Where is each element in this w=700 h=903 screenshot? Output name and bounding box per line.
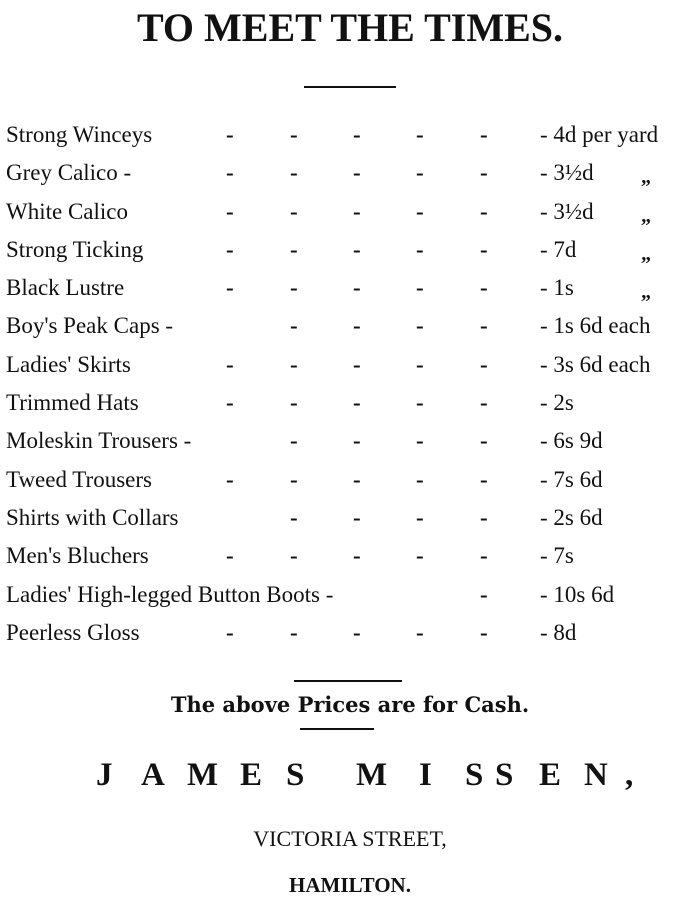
item-price: - 4d per yard: [540, 122, 659, 147]
leader-dash: -: [416, 275, 424, 301]
item-name: White Calico: [6, 198, 128, 224]
leader-dash: -: [480, 543, 488, 569]
leader-dash: -: [480, 466, 488, 492]
price-row: [0, 156, 700, 194]
leader-dash: -: [480, 351, 488, 377]
leader-dash: -: [226, 275, 234, 301]
leader-dash: -: [416, 236, 424, 262]
merchant-letter: S: [465, 757, 484, 793]
leader-dash: -: [290, 466, 298, 492]
item-price: - 3½d: [540, 198, 594, 224]
merchant-letter: A: [141, 757, 165, 793]
item-name: Strong Ticking: [6, 236, 144, 262]
leader-dash: -: [290, 198, 298, 224]
price-row: [0, 233, 700, 271]
item-name: Men's Bluchers: [6, 543, 149, 569]
price-row: [0, 578, 700, 616]
item-price: - 1s 6d each: [540, 313, 651, 339]
ditto-mark: „: [641, 204, 651, 227]
leader-dash: -: [226, 466, 234, 492]
leader-dash: -: [353, 275, 361, 301]
item-name: Grey Calico -: [6, 160, 132, 186]
item-name: Ladies' Skirts: [6, 351, 131, 377]
leader-dash: -: [290, 504, 298, 530]
leader-dash: -: [290, 236, 298, 262]
item-name: Shirts with Collars: [6, 504, 179, 530]
merchant-letter: J: [96, 757, 113, 793]
leader-dash: -: [226, 160, 234, 186]
price-row: [0, 616, 700, 654]
leader-dash: -: [416, 466, 424, 492]
item-price: - 1s: [540, 275, 574, 301]
merchant-letter: I: [419, 757, 432, 793]
leader-dash: -: [226, 390, 234, 416]
item-price: - 6s 9d: [540, 428, 603, 454]
title-divider: [304, 86, 396, 88]
leader-dash: -: [226, 351, 234, 377]
leader-dash: -: [353, 313, 361, 339]
leader-dash: -: [226, 122, 234, 147]
leader-dash: -: [226, 236, 234, 262]
leader-dash: -: [353, 619, 361, 645]
leader-dash: -: [353, 504, 361, 530]
ditto-mark: „: [641, 281, 651, 304]
price-row: [0, 463, 700, 501]
leader-dash: -: [480, 275, 488, 301]
leader-dash: -: [480, 236, 488, 262]
leader-dash: -: [480, 504, 488, 530]
item-name: Strong Winceys: [6, 122, 153, 147]
leader-dash: -: [416, 122, 424, 147]
merchant-letter: M: [356, 757, 388, 793]
price-row: [0, 424, 700, 462]
price-row: [0, 118, 700, 156]
leader-dash: -: [226, 198, 234, 224]
leader-dash: -: [416, 428, 424, 454]
item-price: - 2s 6d: [540, 504, 603, 530]
leader-dash: -: [416, 198, 424, 224]
price-row: [0, 271, 700, 309]
leader-dash: -: [480, 160, 488, 186]
item-name: Tweed Trousers: [6, 466, 152, 492]
leader-dash: -: [226, 543, 234, 569]
cash-note: The above Prices are for Cash.: [170, 692, 530, 717]
leader-dash: -: [290, 160, 298, 186]
leader-dash: -: [480, 581, 488, 607]
item-name: Trimmed Hats: [6, 390, 139, 416]
item-price: - 3s 6d each: [540, 351, 651, 377]
leader-dash: -: [353, 390, 361, 416]
leader-dash: -: [480, 198, 488, 224]
leader-dash: -: [480, 390, 488, 416]
price-row: [0, 348, 700, 386]
leader-dash: -: [353, 466, 361, 492]
item-price: - 7d: [540, 236, 577, 262]
leader-dash: -: [480, 619, 488, 645]
leader-dash: -: [353, 428, 361, 454]
merchant-letter: E: [240, 757, 263, 793]
leader-dash: -: [290, 390, 298, 416]
price-list: [0, 118, 700, 654]
item-price: - 2s: [540, 390, 574, 416]
merchant-letter: E: [539, 757, 562, 793]
leader-dash: -: [416, 543, 424, 569]
price-row: [0, 386, 700, 424]
leader-dash: -: [290, 351, 298, 377]
cash-note-underline: [300, 728, 374, 730]
item-price: - 10s 6d: [540, 581, 615, 607]
item-name: Moleskin Trousers -: [6, 428, 192, 454]
leader-dash: -: [226, 619, 234, 645]
price-row: [0, 195, 700, 233]
item-name: Black Lustre: [6, 275, 125, 301]
ditto-mark: „: [641, 242, 651, 265]
price-list-divider: [294, 680, 402, 682]
leader-dash: -: [353, 236, 361, 262]
leader-dash: -: [290, 275, 298, 301]
leader-dash: -: [353, 160, 361, 186]
page-title: TO MEET THE TIMES.: [136, 5, 564, 50]
price-row: [0, 539, 700, 577]
leader-dash: -: [290, 122, 298, 147]
item-price: - 7s 6d: [540, 466, 603, 492]
leader-dash: -: [416, 351, 424, 377]
town-name: HAMILTON.: [289, 873, 411, 897]
leader-dash: -: [290, 619, 298, 645]
leader-dash: -: [416, 160, 424, 186]
merchant-letter: N: [584, 757, 608, 793]
item-price: - 8d: [540, 619, 577, 645]
price-row: [0, 501, 700, 539]
item-name: Boy's Peak Caps -: [6, 313, 174, 339]
leader-dash: -: [353, 543, 361, 569]
ditto-mark: „: [641, 166, 651, 189]
leader-dash: -: [290, 428, 298, 454]
merchant-letter: M: [187, 757, 219, 793]
item-price: - 7s: [540, 543, 574, 569]
item-name: Peerless Gloss: [6, 619, 140, 645]
item-name: Ladies' High-legged Button Boots -: [6, 581, 334, 607]
leader-dash: -: [480, 122, 488, 147]
price-row: [0, 309, 700, 347]
leader-dash: -: [290, 543, 298, 569]
leader-dash: -: [480, 428, 488, 454]
merchant-letter: S: [495, 757, 514, 793]
leader-dash: -: [353, 351, 361, 377]
merchant-letter: ,: [625, 757, 634, 793]
item-price: - 3½d: [540, 160, 594, 186]
merchant-letter: S: [286, 757, 305, 793]
street-address: VICTORIA STREET,: [253, 826, 447, 851]
leader-dash: -: [416, 504, 424, 530]
leader-dash: -: [353, 122, 361, 147]
leader-dash: -: [290, 313, 298, 339]
leader-dash: -: [416, 390, 424, 416]
leader-dash: -: [416, 313, 424, 339]
leader-dash: -: [480, 313, 488, 339]
leader-dash: -: [353, 198, 361, 224]
leader-dash: -: [416, 619, 424, 645]
